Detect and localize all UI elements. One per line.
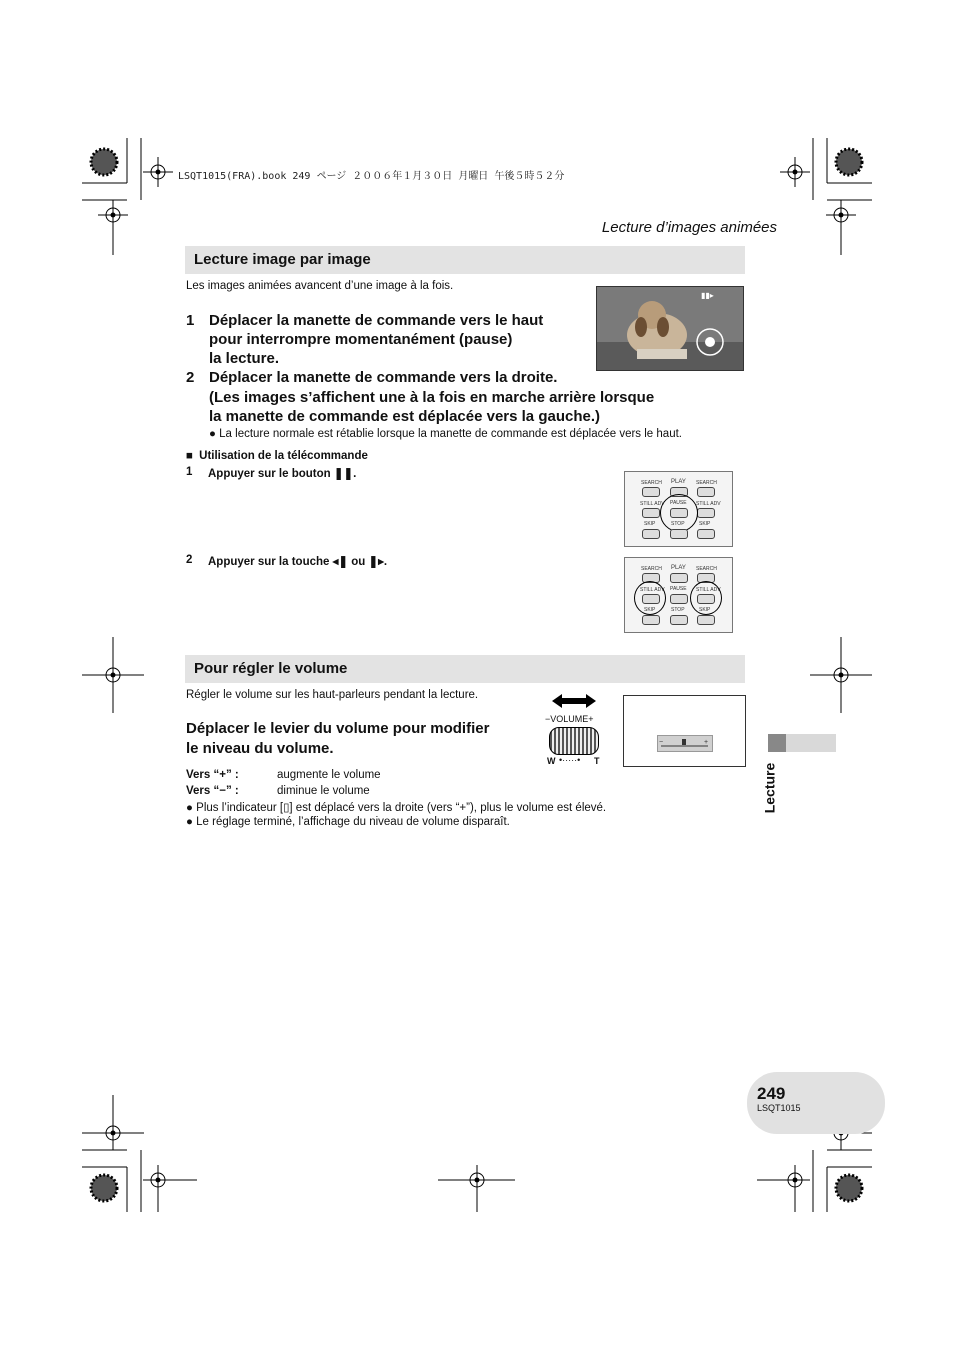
lever-w-label: W <box>547 756 556 766</box>
remote-step-1 <box>186 466 357 480</box>
step-number: 2 <box>186 369 195 386</box>
remote-label: STILL ADV <box>696 501 721 507</box>
volume-lever <box>549 727 599 755</box>
remote-label: SKIP <box>644 607 656 613</box>
chapter-label-text: Lecture <box>761 762 778 814</box>
lever-dots: •·····• <box>559 755 581 765</box>
remote-label: PAUSE <box>670 586 687 592</box>
bullet-text: Plus l’indicateur [▯] est déplacé vers la droite (vers “+”), plus le volume est élevé. <box>196 802 607 814</box>
remote-control-image-still-adv <box>624 557 733 633</box>
chapter-label <box>761 760 782 820</box>
section-heading-frame <box>185 246 745 274</box>
vers-plus-value: augmente le volume <box>277 769 381 781</box>
chapter-tab <box>768 734 836 752</box>
instruction-line: le niveau du volume. <box>186 740 334 757</box>
remote-button <box>697 615 715 625</box>
remote-label: SEARCH <box>641 566 662 572</box>
step-line: pour interrompre momentanément (pause) <box>209 331 513 348</box>
page-code: LSQT1015 <box>757 1103 801 1113</box>
volume-display-image <box>623 695 746 767</box>
remote-label: PLAY <box>671 479 686 485</box>
remote-step-text: Appuyer sur la touche ◂❚ ou ❚▸. <box>208 556 388 568</box>
note <box>209 428 682 440</box>
step-number: 1 <box>186 312 195 329</box>
svg-text:▮▮▸: ▮▮▸ <box>701 291 714 300</box>
bullet-icon: ● <box>186 816 193 828</box>
print-header: LSQT1015(FRA).book 249 ページ ２００６年１月３０日 月曜日 午後５時５２分 <box>178 171 565 182</box>
remote-label: PLAY <box>671 565 686 571</box>
step-line: la manette de commande est déplacée vers la gauche.) <box>209 408 600 425</box>
lever-t-label: T <box>594 756 600 766</box>
square-bullet-icon: ■ <box>186 450 193 462</box>
step-line: Déplacer la manette de commande vers le haut <box>209 312 544 329</box>
volume-instruction <box>186 719 526 759</box>
remote-heading <box>186 450 368 462</box>
remote-label: SKIP <box>699 521 711 527</box>
remote-label: SKIP <box>644 521 656 527</box>
remote-label: SEARCH <box>641 480 662 486</box>
volume-level-icon <box>658 736 712 751</box>
remote-label: STILL ADV <box>696 587 721 593</box>
remote-button <box>670 573 688 583</box>
remote-step-2 <box>186 554 388 568</box>
remote-label: STILL ADV <box>640 587 665 593</box>
remote-label: STILL ADV <box>640 501 665 507</box>
remote-button <box>670 594 688 604</box>
remote-button <box>697 508 715 518</box>
remote-label: SEARCH <box>696 566 717 572</box>
section-title: Lecture image par image <box>194 251 371 268</box>
camera-screen-image <box>596 286 744 371</box>
section-intro: Les images animées avancent d’une image à la fois. <box>186 280 454 292</box>
page-number: 249 <box>757 1084 786 1103</box>
bullet-item <box>186 816 510 828</box>
instruction-line: Déplacer le levier du volume pour modifier <box>186 720 490 737</box>
running-head: Lecture d’images animées <box>601 219 777 236</box>
remote-button <box>642 529 660 539</box>
remote-button <box>670 529 688 539</box>
section-heading-frame <box>185 655 745 683</box>
remote-button <box>697 487 715 497</box>
remote-label: STOP <box>671 607 685 613</box>
remote-step-text: Appuyer sur le bouton ❚❚. <box>208 468 357 480</box>
section-intro: Régler le volume sur les haut-parleurs pendant la lecture. <box>186 689 479 701</box>
page-number-badge <box>747 1072 885 1134</box>
double-arrow-icon <box>544 693 604 709</box>
bullet-text: Le réglage terminé, l’affichage du niveau de volume disparaît. <box>196 816 510 828</box>
vers-plus-label: Vers “+” : <box>186 769 239 781</box>
remote-button <box>642 615 660 625</box>
section-title: Pour régler le volume <box>194 660 348 677</box>
note-text: La lecture normale est rétablie lorsque la manette de commande est déplacée vers le haut. <box>219 428 682 440</box>
volume-lever-image <box>544 693 604 768</box>
volume-level-bar <box>657 735 713 752</box>
step-line: (Les images s’affichent une à la fois en marche arrière lorsque <box>209 388 655 406</box>
step-2 <box>186 368 746 428</box>
bullet-icon: ● <box>186 802 193 814</box>
svg-text:+: + <box>704 739 709 746</box>
remote-button <box>697 529 715 539</box>
volume-lever-label: −VOLUME+ <box>545 714 594 724</box>
bullet-item <box>186 800 606 814</box>
vers-minus-value: diminue le volume <box>277 785 370 797</box>
step-line: Déplacer la manette de commande vers la droite. <box>209 369 558 386</box>
remote-button <box>642 487 660 497</box>
remote-label: SKIP <box>699 607 711 613</box>
remote-label: PAUSE <box>670 500 687 506</box>
remote-button <box>642 508 660 518</box>
vers-minus-label: Vers “−” : <box>186 785 239 797</box>
remote-label: STOP <box>671 521 685 527</box>
remote-label: SEARCH <box>696 480 717 486</box>
remote-heading-text: Utilisation de la télécommande <box>199 450 368 462</box>
remote-control-image-pause <box>624 471 733 547</box>
chapter-tab-marker <box>768 734 786 752</box>
bullet-icon: ● <box>209 428 216 440</box>
step-1 <box>186 311 596 371</box>
step-line: la lecture. <box>209 350 280 367</box>
step-number: 1 <box>186 466 193 478</box>
step-number: 2 <box>186 554 193 566</box>
svg-text:−: − <box>659 739 664 746</box>
remote-button <box>670 615 688 625</box>
